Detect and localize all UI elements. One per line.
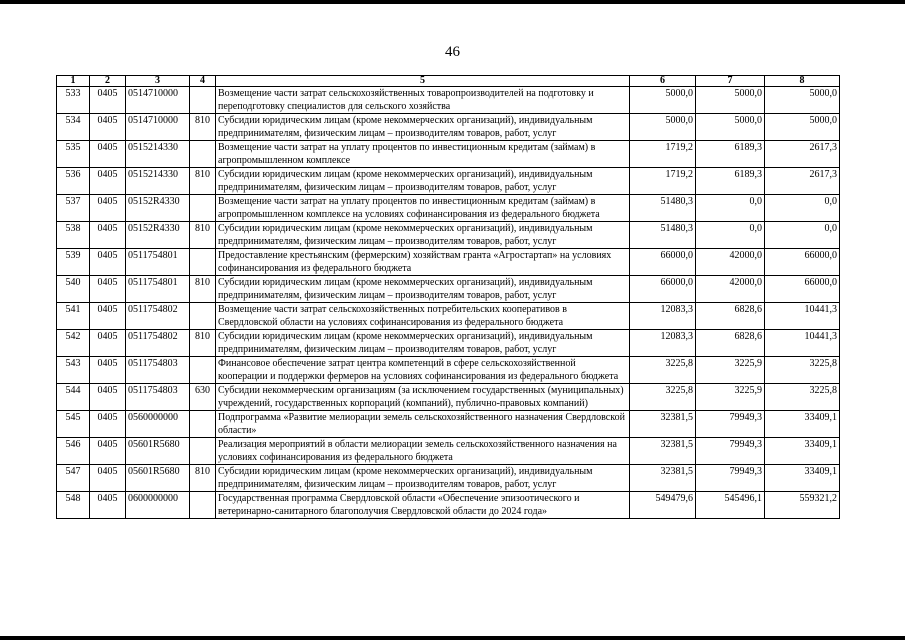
row-number-cell: 548 (57, 492, 90, 519)
row-number-cell: 536 (57, 168, 90, 195)
section-code-cell: 0405 (90, 141, 126, 168)
amount-year1-cell: 12083,3 (630, 303, 696, 330)
amount-year2-cell: 6828,6 (696, 330, 765, 357)
amount-year3-cell: 10441,3 (765, 303, 840, 330)
section-code-cell: 0405 (90, 411, 126, 438)
row-number-cell: 541 (57, 303, 90, 330)
amount-year3-cell: 33409,1 (765, 438, 840, 465)
amount-year1-cell: 12083,3 (630, 330, 696, 357)
table-row (57, 492, 840, 519)
expense-type-cell: 630 (190, 384, 216, 411)
amount-year2-cell: 79949,3 (696, 411, 765, 438)
amount-year1-cell: 66000,0 (630, 249, 696, 276)
table-row (57, 465, 840, 492)
amount-year3-cell: 3225,8 (765, 384, 840, 411)
section-code-cell: 0405 (90, 303, 126, 330)
section-code-cell: 0405 (90, 357, 126, 384)
amount-year3-cell: 0,0 (765, 222, 840, 249)
description-cell: Возмещение части затрат сельскохозяйственных потребительских кооперативов в Свердловской области на условиях софинансирования из федерального бюджета (216, 303, 630, 330)
amount-year3-cell: 66000,0 (765, 276, 840, 303)
amount-year2-cell: 79949,3 (696, 465, 765, 492)
table-header-row (57, 76, 840, 87)
expense-type-cell (190, 492, 216, 519)
amount-year3-cell: 10441,3 (765, 330, 840, 357)
expense-type-cell: 810 (190, 276, 216, 303)
table-row (57, 384, 840, 411)
table-row (57, 330, 840, 357)
amount-year1-cell: 3225,8 (630, 384, 696, 411)
target-article-cell: 0515214330 (126, 168, 190, 195)
expense-type-cell (190, 411, 216, 438)
table-row (57, 87, 840, 114)
amount-year1-cell: 51480,3 (630, 222, 696, 249)
header-col-8: 8 (765, 76, 840, 87)
section-code-cell: 0405 (90, 438, 126, 465)
row-number-cell: 537 (57, 195, 90, 222)
target-article-cell: 0600000000 (126, 492, 190, 519)
section-code-cell: 0405 (90, 114, 126, 141)
table-row (57, 195, 840, 222)
description-cell: Возмещение части затрат на уплату процентов по инвестиционным кредитам (займам) в агропромышленном комплексе на условиях софинансирования из федерального бюджета (216, 195, 630, 222)
expense-type-cell: 810 (190, 168, 216, 195)
amount-year2-cell: 0,0 (696, 222, 765, 249)
target-article-cell: 0511754802 (126, 330, 190, 357)
expense-type-cell (190, 438, 216, 465)
row-number-cell: 546 (57, 438, 90, 465)
page-border-top (0, 0, 905, 4)
description-cell: Финансовое обеспечение затрат центра компетенций в сфере сельскохозяйственной кооперации и поддержки фермеров на условиях софинансирования из федерального бюджета (216, 357, 630, 384)
description-cell: Субсидии юридическим лицам (кроме некоммерческих организаций), индивидуальным предпринимателям, физическим лицам – производителям товаров, работ, услуг (216, 168, 630, 195)
amount-year1-cell: 32381,5 (630, 465, 696, 492)
amount-year3-cell: 2617,3 (765, 168, 840, 195)
budget-table (56, 75, 840, 519)
header-col-7: 7 (696, 76, 765, 87)
amount-year2-cell: 5000,0 (696, 87, 765, 114)
amount-year1-cell: 1719,2 (630, 168, 696, 195)
section-code-cell: 0405 (90, 330, 126, 357)
description-cell: Субсидии юридическим лицам (кроме некоммерческих организаций), индивидуальным предпринимателям, физическим лицам – производителям товаров, работ, услуг (216, 465, 630, 492)
expense-type-cell: 810 (190, 114, 216, 141)
row-number-cell: 543 (57, 357, 90, 384)
target-article-cell: 0511754801 (126, 249, 190, 276)
expense-type-cell (190, 141, 216, 168)
description-cell: Возмещение части затрат сельскохозяйственных товаропроизводителей на подготовку и переподготовку специалистов для сельского хозяйства (216, 87, 630, 114)
amount-year1-cell: 32381,5 (630, 411, 696, 438)
header-col-4: 4 (190, 76, 216, 87)
table-row (57, 438, 840, 465)
page-border-bottom (0, 636, 905, 640)
amount-year3-cell: 2617,3 (765, 141, 840, 168)
header-col-6: 6 (630, 76, 696, 87)
target-article-cell: 0511754801 (126, 276, 190, 303)
row-number-cell: 533 (57, 87, 90, 114)
amount-year2-cell: 3225,9 (696, 357, 765, 384)
table-row (57, 411, 840, 438)
row-number-cell: 547 (57, 465, 90, 492)
description-cell: Реализация мероприятий в области мелиорации земель сельскохозяйственного назначения на условиях софинансирования из федерального бюджета (216, 438, 630, 465)
amount-year2-cell: 545496,1 (696, 492, 765, 519)
description-cell: Подпрограмма «Развитие мелиорации земель сельскохозяйственного назначения Свердловской области» (216, 411, 630, 438)
row-number-cell: 535 (57, 141, 90, 168)
target-article-cell: 0514710000 (126, 114, 190, 141)
expense-type-cell: 810 (190, 222, 216, 249)
section-code-cell: 0405 (90, 249, 126, 276)
table-row (57, 276, 840, 303)
amount-year1-cell: 51480,3 (630, 195, 696, 222)
table-row (57, 222, 840, 249)
row-number-cell: 539 (57, 249, 90, 276)
target-article-cell: 0511754802 (126, 303, 190, 330)
expense-type-cell (190, 195, 216, 222)
target-article-cell: 0511754803 (126, 357, 190, 384)
amount-year3-cell: 66000,0 (765, 249, 840, 276)
target-article-cell: 0511754803 (126, 384, 190, 411)
target-article-cell: 05601R5680 (126, 465, 190, 492)
table-row (57, 168, 840, 195)
description-cell: Субсидии юридическим лицам (кроме некоммерческих организаций), индивидуальным предпринимателям, физическим лицам – производителям товаров, работ, услуг (216, 222, 630, 249)
description-cell: Субсидии некоммерческим организациям (за исключением государственных (муниципальных) учреждений, государственных корпораций (компаний), публично-правовых компаний) (216, 384, 630, 411)
expense-type-cell (190, 357, 216, 384)
table-row (57, 114, 840, 141)
amount-year2-cell: 6828,6 (696, 303, 765, 330)
header-col-3: 3 (126, 76, 190, 87)
amount-year1-cell: 5000,0 (630, 87, 696, 114)
expense-type-cell: 810 (190, 330, 216, 357)
header-col-1: 1 (57, 76, 90, 87)
section-code-cell: 0405 (90, 168, 126, 195)
amount-year3-cell: 5000,0 (765, 87, 840, 114)
target-article-cell: 0560000000 (126, 411, 190, 438)
target-article-cell: 0515214330 (126, 141, 190, 168)
row-number-cell: 534 (57, 114, 90, 141)
expense-type-cell (190, 249, 216, 276)
target-article-cell: 05152R4330 (126, 195, 190, 222)
section-code-cell: 0405 (90, 195, 126, 222)
section-code-cell: 0405 (90, 276, 126, 303)
amount-year2-cell: 6189,3 (696, 141, 765, 168)
amount-year1-cell: 3225,8 (630, 357, 696, 384)
amount-year1-cell: 549479,6 (630, 492, 696, 519)
expense-type-cell (190, 87, 216, 114)
amount-year2-cell: 3225,9 (696, 384, 765, 411)
row-number-cell: 544 (57, 384, 90, 411)
section-code-cell: 0405 (90, 465, 126, 492)
expense-type-cell: 810 (190, 465, 216, 492)
amount-year2-cell: 5000,0 (696, 114, 765, 141)
description-cell: Предоставление крестьянским (фермерским) хозяйствам гранта «Агростартап» на условиях софинансирования из федерального бюджета (216, 249, 630, 276)
target-article-cell: 0514710000 (126, 87, 190, 114)
description-cell: Государственная программа Свердловской области «Обеспечение эпизоотического и ветеринарно-санитарного благополучия Свердловской области до 2024 года» (216, 492, 630, 519)
description-cell: Субсидии юридическим лицам (кроме некоммерческих организаций), индивидуальным предпринимателям, физическим лицам – производителям товаров, работ, услуг (216, 114, 630, 141)
section-code-cell: 0405 (90, 384, 126, 411)
amount-year1-cell: 5000,0 (630, 114, 696, 141)
section-code-cell: 0405 (90, 492, 126, 519)
table-row (57, 303, 840, 330)
amount-year3-cell: 559321,2 (765, 492, 840, 519)
section-code-cell: 0405 (90, 222, 126, 249)
section-code-cell: 0405 (90, 87, 126, 114)
description-cell: Субсидии юридическим лицам (кроме некоммерческих организаций), индивидуальным предпринимателям, физическим лицам – производителям товаров, работ, услуг (216, 276, 630, 303)
amount-year2-cell: 6189,3 (696, 168, 765, 195)
header-col-5: 5 (216, 76, 630, 87)
description-cell: Возмещение части затрат на уплату процентов по инвестиционным кредитам (займам) в агропромышленном комплексе (216, 141, 630, 168)
description-cell: Субсидии юридическим лицам (кроме некоммерческих организаций), индивидуальным предпринимателям, физическим лицам – производителям товаров, работ, услуг (216, 330, 630, 357)
target-article-cell: 05601R5680 (126, 438, 190, 465)
row-number-cell: 545 (57, 411, 90, 438)
amount-year3-cell: 5000,0 (765, 114, 840, 141)
amount-year3-cell: 33409,1 (765, 411, 840, 438)
amount-year2-cell: 42000,0 (696, 249, 765, 276)
table-row (57, 141, 840, 168)
amount-year1-cell: 66000,0 (630, 276, 696, 303)
page-number: 46 (445, 44, 460, 60)
amount-year3-cell: 0,0 (765, 195, 840, 222)
amount-year1-cell: 1719,2 (630, 141, 696, 168)
amount-year2-cell: 42000,0 (696, 276, 765, 303)
row-number-cell: 538 (57, 222, 90, 249)
table-row (57, 357, 840, 384)
amount-year2-cell: 79949,3 (696, 438, 765, 465)
row-number-cell: 542 (57, 330, 90, 357)
amount-year2-cell: 0,0 (696, 195, 765, 222)
target-article-cell: 05152R4330 (126, 222, 190, 249)
amount-year3-cell: 3225,8 (765, 357, 840, 384)
amount-year3-cell: 33409,1 (765, 465, 840, 492)
amount-year1-cell: 32381,5 (630, 438, 696, 465)
expense-type-cell (190, 303, 216, 330)
row-number-cell: 540 (57, 276, 90, 303)
header-col-2: 2 (90, 76, 126, 87)
table-row (57, 249, 840, 276)
